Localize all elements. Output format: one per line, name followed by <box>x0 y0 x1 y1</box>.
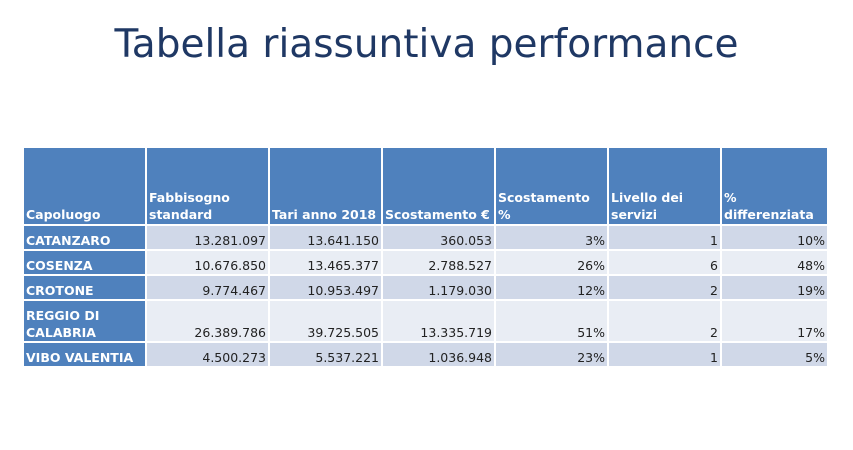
table-row <box>24 251 827 274</box>
cell-livello-servizi: 1 <box>609 343 720 366</box>
column-header-fabbisogno-standard: Fabbisogno standard <box>147 148 268 224</box>
cell-scostamento-euro: 13.335.719 <box>383 301 494 341</box>
table-row <box>24 226 827 249</box>
column-header-differenziata: % differenziata <box>722 148 827 224</box>
cell-differenziata: 19% <box>722 276 827 299</box>
table-row <box>24 343 827 366</box>
cell-livello-servizi: 1 <box>609 226 720 249</box>
cell-livello-servizi: 6 <box>609 251 720 274</box>
cell-tari: 39.725.505 <box>270 301 381 341</box>
cell-fabbisogno: 4.500.273 <box>147 343 268 366</box>
column-header-tari-2018: Tari anno 2018 <box>270 148 381 224</box>
cell-scostamento-percent: 12% <box>496 276 607 299</box>
cell-scostamento-euro: 2.788.527 <box>383 251 494 274</box>
cell-capoluogo: CROTONE <box>24 276 145 299</box>
slide-title: Tabella riassuntiva performance <box>114 22 739 67</box>
cell-tari: 13.641.150 <box>270 226 381 249</box>
cell-livello-servizi: 2 <box>609 276 720 299</box>
cell-scostamento-euro: 1.036.948 <box>383 343 494 366</box>
cell-fabbisogno: 10.676.850 <box>147 251 268 274</box>
cell-scostamento-percent: 26% <box>496 251 607 274</box>
column-header-scostamento-percent: Scostamento % <box>496 148 607 224</box>
cell-differenziata: 5% <box>722 343 827 366</box>
table-row <box>24 276 827 299</box>
cell-capoluogo: VIBO VALENTIA <box>24 343 145 366</box>
cell-fabbisogno: 13.281.097 <box>147 226 268 249</box>
cell-scostamento-percent: 3% <box>496 226 607 249</box>
cell-tari: 5.537.221 <box>270 343 381 366</box>
cell-fabbisogno: 26.389.786 <box>147 301 268 341</box>
cell-scostamento-euro: 1.179.030 <box>383 276 494 299</box>
cell-scostamento-percent: 23% <box>496 343 607 366</box>
cell-scostamento-euro: 360.053 <box>383 226 494 249</box>
table-row <box>24 301 827 341</box>
cell-tari: 10.953.497 <box>270 276 381 299</box>
column-header-capoluogo: Capoluogo <box>24 148 145 224</box>
cell-scostamento-percent: 51% <box>496 301 607 341</box>
performance-table <box>22 146 829 368</box>
cell-differenziata: 17% <box>722 301 827 341</box>
table-header-row <box>24 148 827 224</box>
cell-differenziata: 10% <box>722 226 827 249</box>
column-header-livello-servizi: Livello dei servizi <box>609 148 720 224</box>
cell-differenziata: 48% <box>722 251 827 274</box>
cell-capoluogo: COSENZA <box>24 251 145 274</box>
cell-capoluogo: REGGIO DI CALABRIA <box>24 301 145 341</box>
cell-livello-servizi: 2 <box>609 301 720 341</box>
cell-tari: 13.465.377 <box>270 251 381 274</box>
cell-capoluogo: CATANZARO <box>24 226 145 249</box>
column-header-scostamento-euro: Scostamento € <box>383 148 494 224</box>
cell-fabbisogno: 9.774.467 <box>147 276 268 299</box>
